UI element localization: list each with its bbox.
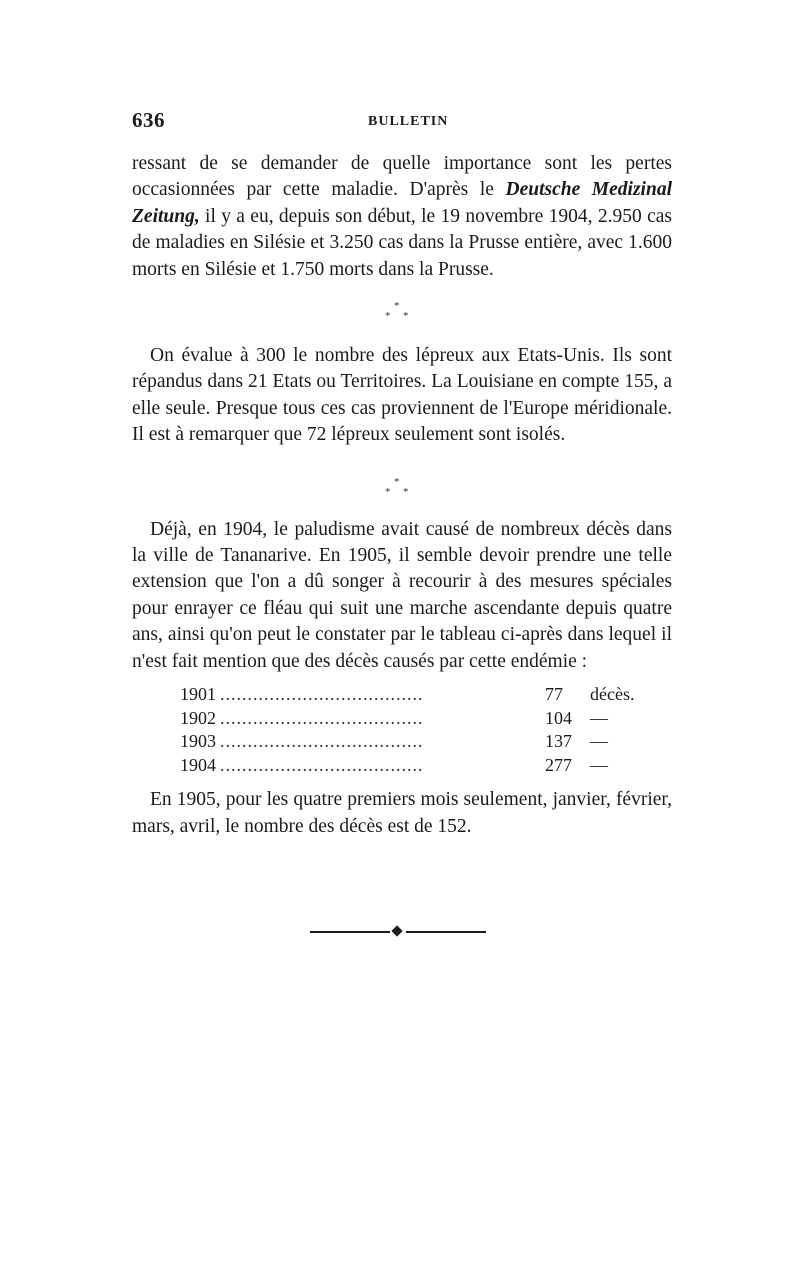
asterism-star: * [385,485,391,498]
asterism-star: * [385,310,391,323]
table-value: 77 [545,684,563,705]
table-value: 104 [545,707,572,728]
asterism-star: * [403,485,409,498]
table-value: 137 [545,731,572,752]
asterism-star: * [403,310,409,323]
running-title: BULLETIN [368,114,449,129]
dot-leader: ..................................... [220,707,424,728]
paragraph-1-part2: il y a eu, depuis son début, le 19 novembre 1904, 2.950 cas de maladies en Silésie et 3.250 cas dans la Prusse entière, avec 1.600 morts en Silésie et 1.750 morts dans la Prusse. [132,205,672,280]
newspaper-title: Deutsche Medizinal Zeitung, [132,179,672,227]
table-row [180,730,672,754]
paragraph-2: On évalue à 300 le nombre des lépreux aux Etats-Unis. Ils sont répandus dans 21 Etats ou Territoires. La Louisiane en compte 155, a elle seule. Presque tous ces cas proviennent de l'Europe méridionale. Il est à remarquer que 72 lépreux seulement sont isolés. [132,345,672,446]
page-header [132,108,672,138]
table-value: 277 [545,754,572,775]
table-row [180,707,672,731]
ornament-rule-right [406,931,486,933]
asterism-star: * [394,300,400,313]
paragraph-1-part1: ressant de se demander de quelle importance sont les pertes occasionnées par cette maladie. D'après le [132,153,672,201]
table-unit: — [590,707,608,728]
page [132,108,672,840]
ornament-rule-left [310,931,390,933]
dot-leader: ..................................... [220,731,424,752]
deaths-table [180,683,672,777]
paragraph-1 [132,151,672,283]
table-year: 1901 [180,684,216,705]
table-year: 1902 [180,707,216,728]
dot-leader: ..................................... [220,684,424,705]
ornament-diamond [391,925,402,936]
table-year: 1903 [180,731,216,752]
table-unit: — [590,754,608,775]
asterism-separator-1 [132,287,672,343]
paragraph-3: Déjà, en 1904, le paludisme avait causé de nombreux décès dans la ville de Tananarive. En 1905, il semble devoir prendre une telle extension que l'on a dû songer à recourir à des mesures spéciales pour enrayer ce fléau qui suit une marche ascendante depuis quatre ans, ainsi qu'on peut le constater par le tableau ci-après dans lequel il n'est fait mention que des décès causés par cette endémie : [132,518,672,672]
paragraph-4: En 1905, pour les quatre premiers mois seulement, janvier, février, mars, avril, le nombre des décès est de 152. [132,789,672,837]
table-year: 1904 [180,754,216,775]
page-number: 636 [132,108,165,132]
end-ornament [310,925,486,939]
asterism-star: * [394,475,400,488]
table-unit: — [590,731,608,752]
asterism-separator-2 [132,453,672,509]
table-row [180,754,672,778]
table-row [180,683,672,707]
dot-leader: ..................................... [220,754,424,775]
table-unit: décès. [590,684,635,705]
